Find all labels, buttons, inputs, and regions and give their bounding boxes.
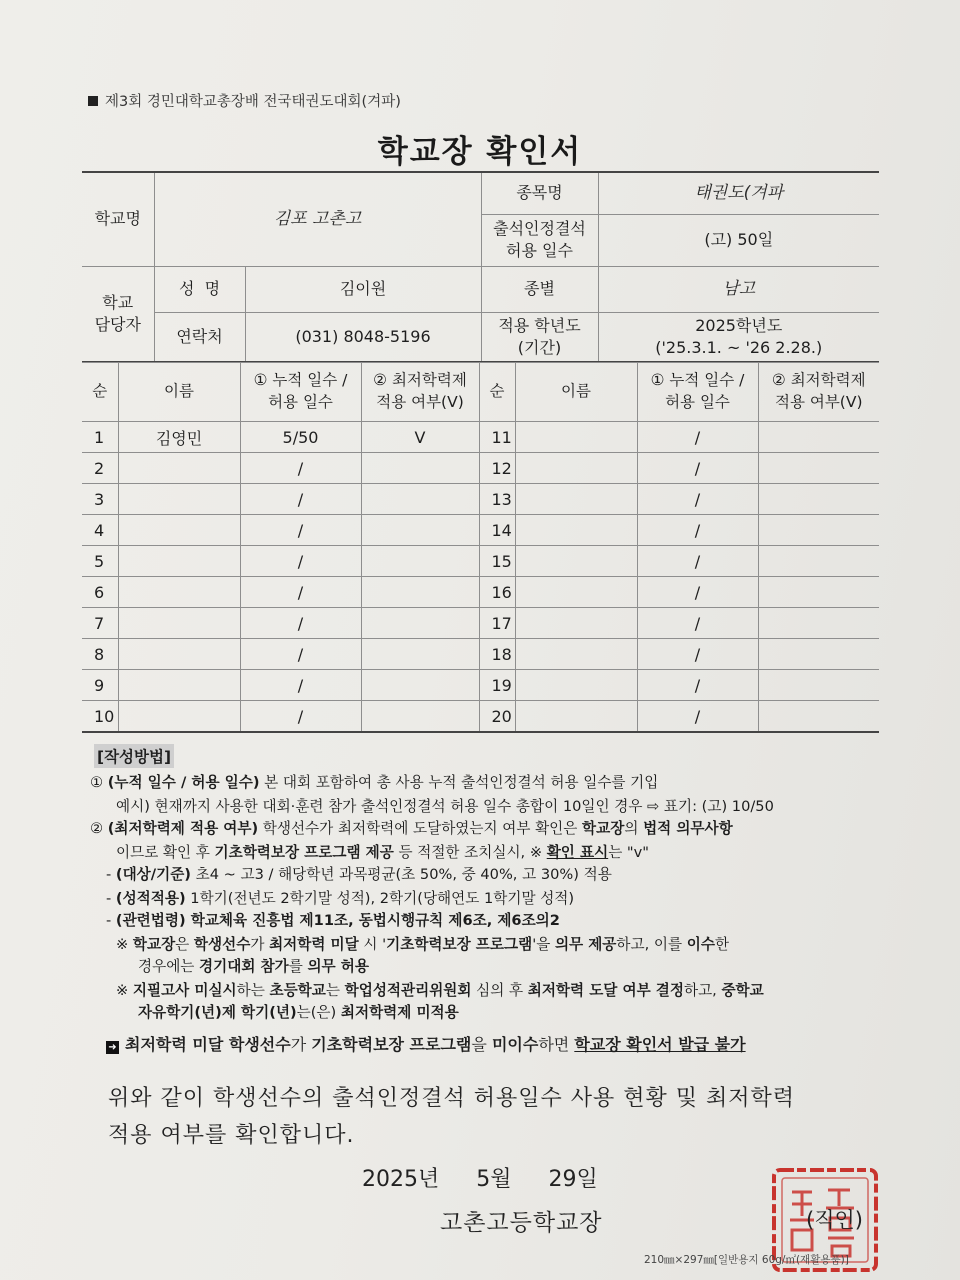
days-cell: / bbox=[240, 484, 361, 515]
table-row: 4 / 14 / bbox=[82, 515, 879, 546]
days-cell: / bbox=[637, 546, 758, 577]
header-name-right: 이름 bbox=[515, 363, 637, 422]
days-cell: / bbox=[240, 546, 361, 577]
min-check-cell bbox=[758, 577, 879, 608]
days-cell: / bbox=[240, 577, 361, 608]
days-cell: / bbox=[240, 453, 361, 484]
school-label: 학교명 bbox=[82, 172, 154, 266]
header-no-left: 순 bbox=[82, 363, 118, 422]
table-row: 9 / 19 / bbox=[82, 670, 879, 701]
days-cell: / bbox=[637, 515, 758, 546]
days-cell: / bbox=[240, 639, 361, 670]
student-name-cell bbox=[118, 639, 240, 670]
min-check-cell bbox=[758, 422, 879, 453]
name-label: 성 명 bbox=[154, 266, 245, 312]
student-name-cell bbox=[515, 453, 637, 484]
days-cell: / bbox=[637, 608, 758, 639]
days-cell: / bbox=[637, 422, 758, 453]
days-cell: / bbox=[240, 608, 361, 639]
arrow-box-icon: ➜ bbox=[106, 1041, 119, 1054]
days-cell: / bbox=[240, 701, 361, 733]
instruction-line-6: - (성적적용) 1학기(전년도 2학기말 성적), 2학기(당해연도 1학기말 성적) bbox=[106, 890, 575, 907]
student-name-cell bbox=[118, 453, 240, 484]
header-min-left: ② 최저학력제 적용 여부(V) bbox=[361, 363, 479, 422]
student-name-cell bbox=[515, 515, 637, 546]
student-roster-table bbox=[82, 362, 879, 733]
min-check-cell bbox=[361, 546, 479, 577]
min-check-cell bbox=[758, 515, 879, 546]
min-check-cell bbox=[361, 484, 479, 515]
table-row: 1 김영민 5/50 V 11 / bbox=[82, 422, 879, 453]
days-cell: / bbox=[240, 670, 361, 701]
square-bullet-icon bbox=[88, 96, 98, 106]
closing-statement: 위와 같이 학생선수의 출석인정결석 허용일수 사용 현황 및 최저학력 적용 여부를 확인합니다. bbox=[108, 1086, 796, 1148]
instruction-line-11: 자유학기(년)제 학기(년)는(은) 최저학력제 미적용 bbox=[138, 1004, 459, 1021]
name-value: 김이원 bbox=[245, 266, 481, 312]
student-name-cell bbox=[515, 484, 637, 515]
header-no-right: 순 bbox=[479, 363, 515, 422]
min-check-cell bbox=[361, 608, 479, 639]
school-value: 김포 고촌고 bbox=[154, 172, 481, 266]
days-cell: / bbox=[637, 484, 758, 515]
days-cell: / bbox=[637, 577, 758, 608]
year-label: 적용 학년도 (기간) bbox=[481, 312, 598, 362]
table-row: 2 / 12 / bbox=[82, 453, 879, 484]
student-name-cell: 김영민 bbox=[118, 422, 240, 453]
seal-label: (직인) bbox=[806, 1208, 863, 1232]
min-check-cell bbox=[758, 608, 879, 639]
allowed-days-label: 출석인정결석 허용 일수 bbox=[481, 214, 598, 266]
table-row: 6 / 16 / bbox=[82, 577, 879, 608]
min-check-cell bbox=[361, 515, 479, 546]
days-cell: / bbox=[637, 639, 758, 670]
instruction-line-2: 예시) 현재까지 사용한 대회·훈련 참가 출석인정결석 허용 일수 총합이 10일인 경우 ⇨ 표기: (고) 10/50 bbox=[116, 798, 774, 815]
header-days-right: ① 누적 일수 / 허용 일수 bbox=[637, 363, 758, 422]
instruction-line-7: - (관련법령) 학교체육 진흥법 제11조, 동법시행규칙 제6조, 제6조의2 bbox=[106, 912, 560, 929]
min-check-cell bbox=[758, 484, 879, 515]
allowed-days-value: (고) 50일 bbox=[598, 214, 879, 266]
days-cell: / bbox=[637, 701, 758, 733]
min-check-cell bbox=[361, 577, 479, 608]
min-check-cell bbox=[758, 701, 879, 733]
event-label: 종목명 bbox=[481, 172, 598, 214]
student-name-cell bbox=[515, 639, 637, 670]
student-name-cell bbox=[118, 484, 240, 515]
table-row: 8 / 18 / bbox=[82, 639, 879, 670]
method-title: [작성방법] bbox=[94, 744, 174, 768]
issue-date: 2025년 5월 29일 bbox=[362, 1167, 598, 1192]
student-name-cell bbox=[515, 608, 637, 639]
days-cell: / bbox=[637, 670, 758, 701]
min-check-cell: V bbox=[361, 422, 479, 453]
student-name-cell bbox=[118, 577, 240, 608]
event-line: 제3회 경민대학교총장배 전국태권도대회(겨파) bbox=[88, 90, 401, 111]
min-check-cell bbox=[758, 546, 879, 577]
min-check-cell bbox=[758, 639, 879, 670]
min-check-cell bbox=[758, 670, 879, 701]
contact-value: (031) 8048-5196 bbox=[245, 312, 481, 362]
instruction-line-9: 경우에는 경기대회 참가를 의무 허용 bbox=[138, 958, 369, 975]
warning-note: ➜ 최저학력 미달 학생선수가 기초학력보장 프로그램을 미이수하면 학교장 확인서 발급 불가 bbox=[106, 1032, 746, 1055]
instruction-line-3: ② (최저학력제 적용 여부) 학생선수가 최저학력에 도달하였는지 여부 확인은 학교장의 법적 의무사항 bbox=[90, 820, 733, 837]
event-value: 태권도(겨파 bbox=[598, 172, 879, 214]
student-name-cell bbox=[515, 422, 637, 453]
student-name-cell bbox=[515, 670, 637, 701]
manager-label: 학교 담당자 bbox=[82, 266, 154, 362]
table-row: 10 / 20 / bbox=[82, 701, 879, 733]
contact-label: 연락처 bbox=[154, 312, 245, 362]
instruction-line-1: ① (누적 일수 / 허용 일수) 본 대회 포함하여 총 사용 누적 출석인정결석 허용 일수를 기입 bbox=[90, 774, 659, 791]
min-check-cell bbox=[758, 453, 879, 484]
min-check-cell bbox=[361, 639, 479, 670]
header-name-left: 이름 bbox=[118, 363, 240, 422]
student-name-cell bbox=[118, 546, 240, 577]
instruction-line-10: ※ 지필고사 미실시하는 초등학교는 학업성적관리위원회 심의 후 최저학력 도달 여부 결정하고, 중학교 bbox=[116, 982, 764, 999]
instruction-line-8: ※ 학교장은 학생선수가 최저학력 미달 시 '기초학력보장 프로그램'을 의무 제공하고, 이를 이수한 bbox=[116, 936, 730, 953]
student-name-cell bbox=[515, 701, 637, 733]
min-check-cell bbox=[361, 701, 479, 733]
student-name-cell bbox=[118, 515, 240, 546]
header-days-left: ① 누적 일수 / 허용 일수 bbox=[240, 363, 361, 422]
roster-body bbox=[82, 422, 879, 733]
paper-spec-footer: 210㎜×297㎜[일반용지 60g/㎡(재활용품)] bbox=[644, 1254, 849, 1266]
student-name-cell bbox=[118, 608, 240, 639]
year-value: 2025학년도 ('25.3.1. ~ '26 2.28.) bbox=[598, 312, 879, 362]
min-check-cell bbox=[361, 670, 479, 701]
student-name-cell bbox=[118, 670, 240, 701]
days-cell: / bbox=[637, 453, 758, 484]
document-title: 학교장 확인서 bbox=[377, 134, 583, 170]
gender-label: 종별 bbox=[481, 266, 598, 312]
student-name-cell bbox=[118, 701, 240, 733]
instruction-line-5: - (대상/기준) 초4 ~ 고3 / 해당학년 과목평균(초 50%, 중 40%, 고 30%) 적용 bbox=[106, 866, 612, 883]
student-name-cell bbox=[515, 577, 637, 608]
table-row: 7 / 17 / bbox=[82, 608, 879, 639]
gender-value: 남고 bbox=[598, 266, 879, 312]
instruction-line-4: 이므로 확인 후 기초학력보장 프로그램 제공 등 적절한 조치실시, ※ 확인 표시는 "v" bbox=[116, 844, 649, 861]
principal-name: 고촌고등학교장 bbox=[440, 1210, 603, 1236]
days-cell: 5/50 bbox=[240, 422, 361, 453]
table-row: 5 / 15 / bbox=[82, 546, 879, 577]
days-cell: / bbox=[240, 515, 361, 546]
header-min-right: ② 최저학력제 적용 여부(V) bbox=[758, 363, 879, 422]
student-name-cell bbox=[515, 546, 637, 577]
table-row: 3 / 13 / bbox=[82, 484, 879, 515]
school-info-table bbox=[82, 171, 879, 363]
min-check-cell bbox=[361, 453, 479, 484]
